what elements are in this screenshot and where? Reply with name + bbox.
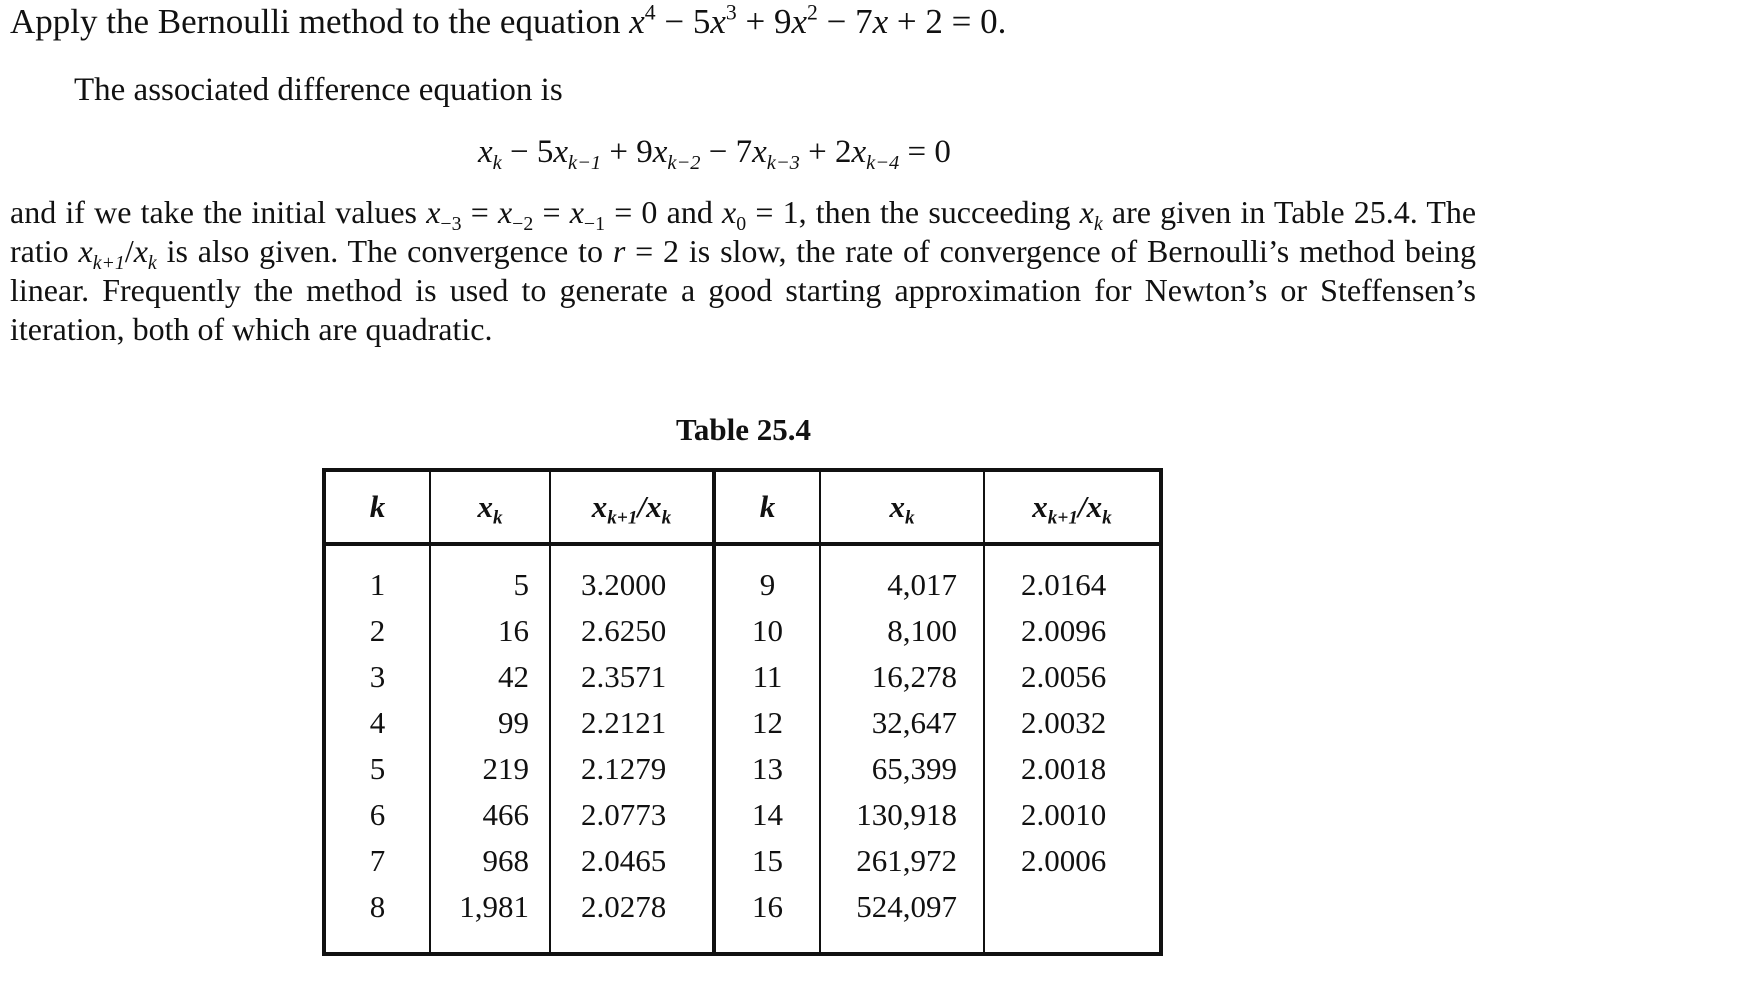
cell-xk: 524,097 <box>820 884 984 954</box>
cell-k: 4 <box>324 700 430 746</box>
cell-ratio: 2.0164 <box>1021 567 1107 602</box>
cell-ratio: 2.0773 <box>550 792 714 838</box>
cell-ratio: 2.0096 <box>1021 613 1107 648</box>
problem-lead-text: Apply the Bernoulli method to the equation <box>10 2 630 41</box>
header-k: k <box>324 470 430 544</box>
cell-xk: 32,647 <box>820 700 984 746</box>
cell-xk: 1,981 <box>430 884 550 954</box>
cell-k: 12 <box>714 700 820 746</box>
cell-ratio: 2.0018 <box>1021 751 1107 786</box>
cell-xk: 99 <box>430 700 550 746</box>
cell-ratio: 2.2121 <box>550 700 714 746</box>
header-k: k <box>714 470 820 544</box>
cell-ratio: 2.0032 <box>1021 705 1107 740</box>
table-caption: Table 25.4 <box>676 412 811 447</box>
cell-ratio <box>984 884 1161 954</box>
cell-k: 5 <box>324 746 430 792</box>
cell-k: 8 <box>324 884 430 954</box>
cell-k: 10 <box>714 608 820 654</box>
table-row <box>324 884 1161 954</box>
cell-k: 9 <box>714 544 820 608</box>
table-row <box>324 838 1161 884</box>
bernoulli-table <box>322 468 1163 956</box>
cell-xk: 466 <box>430 792 550 838</box>
cell-k: 6 <box>324 792 430 838</box>
cell-xk: 261,972 <box>820 838 984 884</box>
table-row <box>324 700 1161 746</box>
cell-k: 15 <box>714 838 820 884</box>
cell-k: 2 <box>324 608 430 654</box>
header-xk: $x_k$ <box>430 470 550 544</box>
table-row <box>324 544 1161 608</box>
cell-xk: 16,278 <box>820 654 984 700</box>
cell-xk: 968 <box>430 838 550 884</box>
cell-xk: 16 <box>430 608 550 654</box>
cell-k: 3 <box>324 654 430 700</box>
header-ratio: $x_{k+1}/x_k$ <box>984 470 1161 544</box>
table-row <box>324 746 1161 792</box>
cell-xk: 219 <box>430 746 550 792</box>
intro-text: The associated difference equation is <box>74 72 563 108</box>
cell-ratio: 2.0010 <box>1021 797 1107 832</box>
quartic-equation: $x^4 - 5x^3 + 9x^2 - 7x + 2 = 0$. <box>629 0 1007 41</box>
cell-xk: 42 <box>430 654 550 700</box>
cell-k: 7 <box>324 838 430 884</box>
cell-ratio: 2.3571 <box>550 654 714 700</box>
cell-ratio: 2.6250 <box>550 608 714 654</box>
table-row <box>324 654 1161 700</box>
cell-k: 11 <box>714 654 820 700</box>
cell-xk: 8,100 <box>820 608 984 654</box>
table-row <box>324 792 1161 838</box>
cell-k: 16 <box>714 884 820 954</box>
cell-k: 14 <box>714 792 820 838</box>
problem-statement <box>10 2 1006 42</box>
cell-ratio: 2.1279 <box>550 746 714 792</box>
cell-k: 1 <box>324 544 430 608</box>
table-row <box>324 608 1161 654</box>
cell-xk: 65,399 <box>820 746 984 792</box>
cell-xk: 5 <box>430 544 550 608</box>
cell-ratio: 3.2000 <box>550 544 714 608</box>
header-ratio: $x_{k+1}/x_k$ <box>550 470 714 544</box>
cell-ratio: 2.0465 <box>550 838 714 884</box>
cell-xk: 4,017 <box>820 544 984 608</box>
cell-ratio: 2.0006 <box>1021 843 1107 878</box>
table-header-row <box>324 470 1161 544</box>
cell-xk: 130,918 <box>820 792 984 838</box>
cell-k: 13 <box>714 746 820 792</box>
cell-ratio: 2.0278 <box>550 884 714 954</box>
header-xk: $x_k$ <box>820 470 984 544</box>
cell-ratio: 2.0056 <box>1021 659 1107 694</box>
difference-equation: $x_k - 5x_{k-1} + 9x_{k-2} - 7x_{k-3} + 2x_{k-4} = 0$ <box>478 134 951 175</box>
explanation-paragraph: and if we take the initial values $x_{-3} = x_{-2} = x_{-1} = 0$ and $x_0 = 1$, then the succeeding $x_k$ are given in Table 25.4. The ratio $x_{k+1}/x_k$ is also given. The convergence to r = 2 is slow, the rate of convergence of Bernoulli’s method being linear. Frequently the method is used to generate a good starting approximation for Newton’s or Steffensen’s iteration, both of which are quadratic. <box>10 194 1477 347</box>
